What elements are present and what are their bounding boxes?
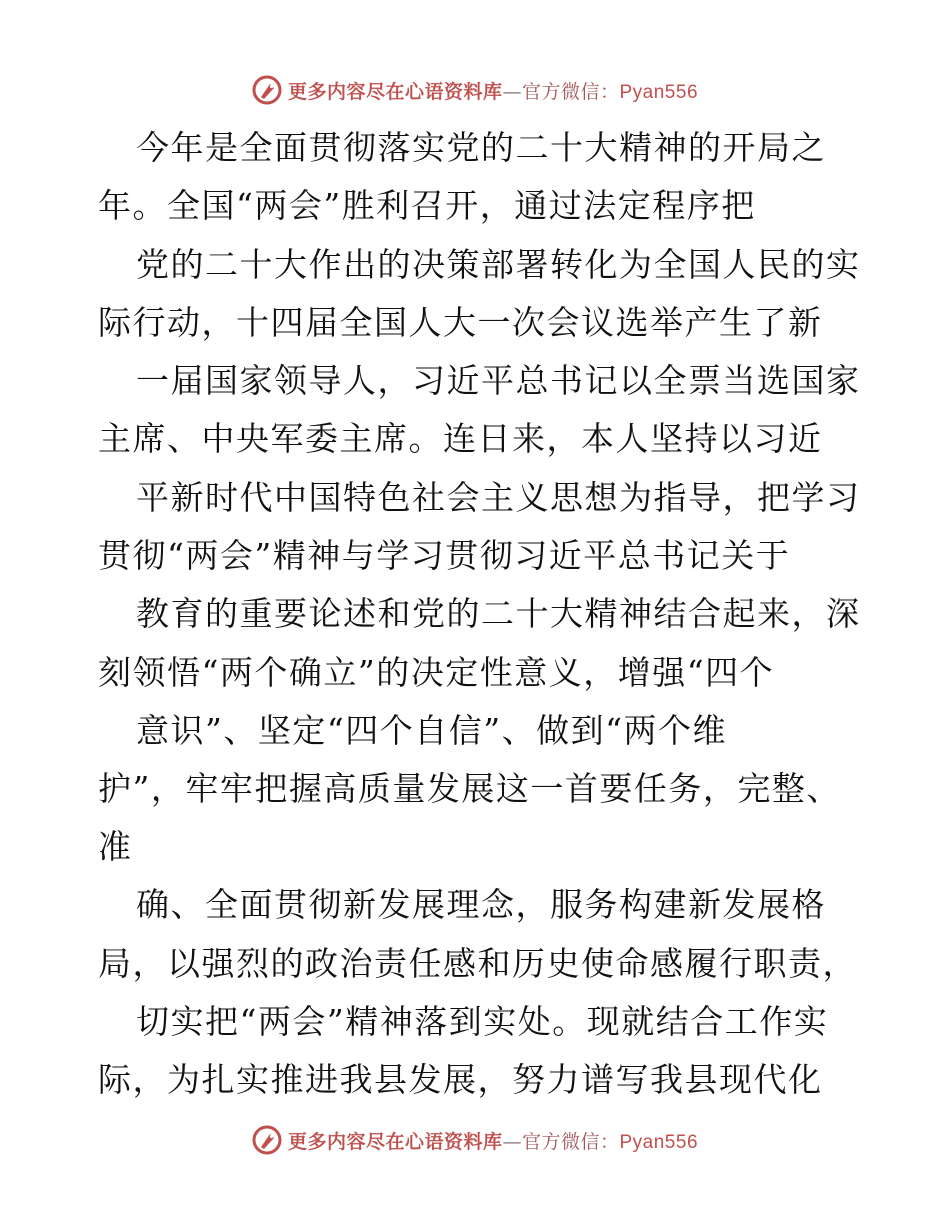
text-line: 刻领悟“两个确立”的决定性意义，增强“四个: [98, 653, 775, 692]
text-line: 年。全国“两会”胜利召开，通过法定程序把: [98, 186, 756, 225]
footer-watermark: [0, 1123, 950, 1157]
text-line: 际，为扎实推进我县发展，努力谱写我县现代化: [98, 1060, 823, 1099]
text-line: 意识”、坚定“四个自信”、做到“两个维: [136, 711, 727, 750]
pen-nib-logo-icon: [252, 1125, 282, 1155]
watermark-separator: —: [502, 1130, 522, 1153]
watermark-wechat-label: 官方微信：: [521, 1130, 620, 1153]
watermark-wechat-id: Pyan556: [619, 1131, 699, 1153]
watermark-separator: —: [502, 80, 522, 103]
text-line: 局，以强烈的政治责任感和历史使命感履行职责，: [98, 944, 857, 983]
watermark-text: [288, 1127, 698, 1154]
text-line: 确、全面贯彻新发展理念，服务构建新发展格: [136, 885, 826, 924]
watermark-site: 更多内容尽在心语资料库: [287, 1130, 503, 1153]
text-line: 贯彻“两会”精神与学习贯彻习近平总书记关于: [98, 536, 791, 575]
text-line: 教育的重要论述和党的二十大精神结合起来，深: [136, 594, 861, 633]
watermark-wechat-label: 官方微信：: [521, 80, 620, 103]
text-line: 党的二十大作出的决策部署转化为全国人民的实: [136, 245, 861, 284]
text-line: 际行动，十四届全国人大一次会议选举产生了新: [98, 303, 823, 342]
text-line: 准: [98, 827, 133, 866]
text-line: 护”，牢牢把握高质量发展这一首要任务，完整、: [98, 769, 841, 808]
text-line: 平新时代中国特色社会主义思想为指导，把学习: [136, 478, 861, 517]
watermark-wechat-id: Pyan556: [619, 81, 699, 103]
text-line: 主席、中央军委主席。连日来，本人坚持以习近: [98, 419, 823, 458]
text-line: 一届国家领导人，习近平总书记以全票当选国家: [136, 361, 861, 400]
text-line: 切实把“两会”精神落到实处。现就结合工作实: [136, 1002, 829, 1041]
watermark-site: 更多内容尽在心语资料库: [287, 80, 503, 103]
text-line: 今年是全面贯彻落实党的二十大精神的开局之: [136, 128, 826, 167]
